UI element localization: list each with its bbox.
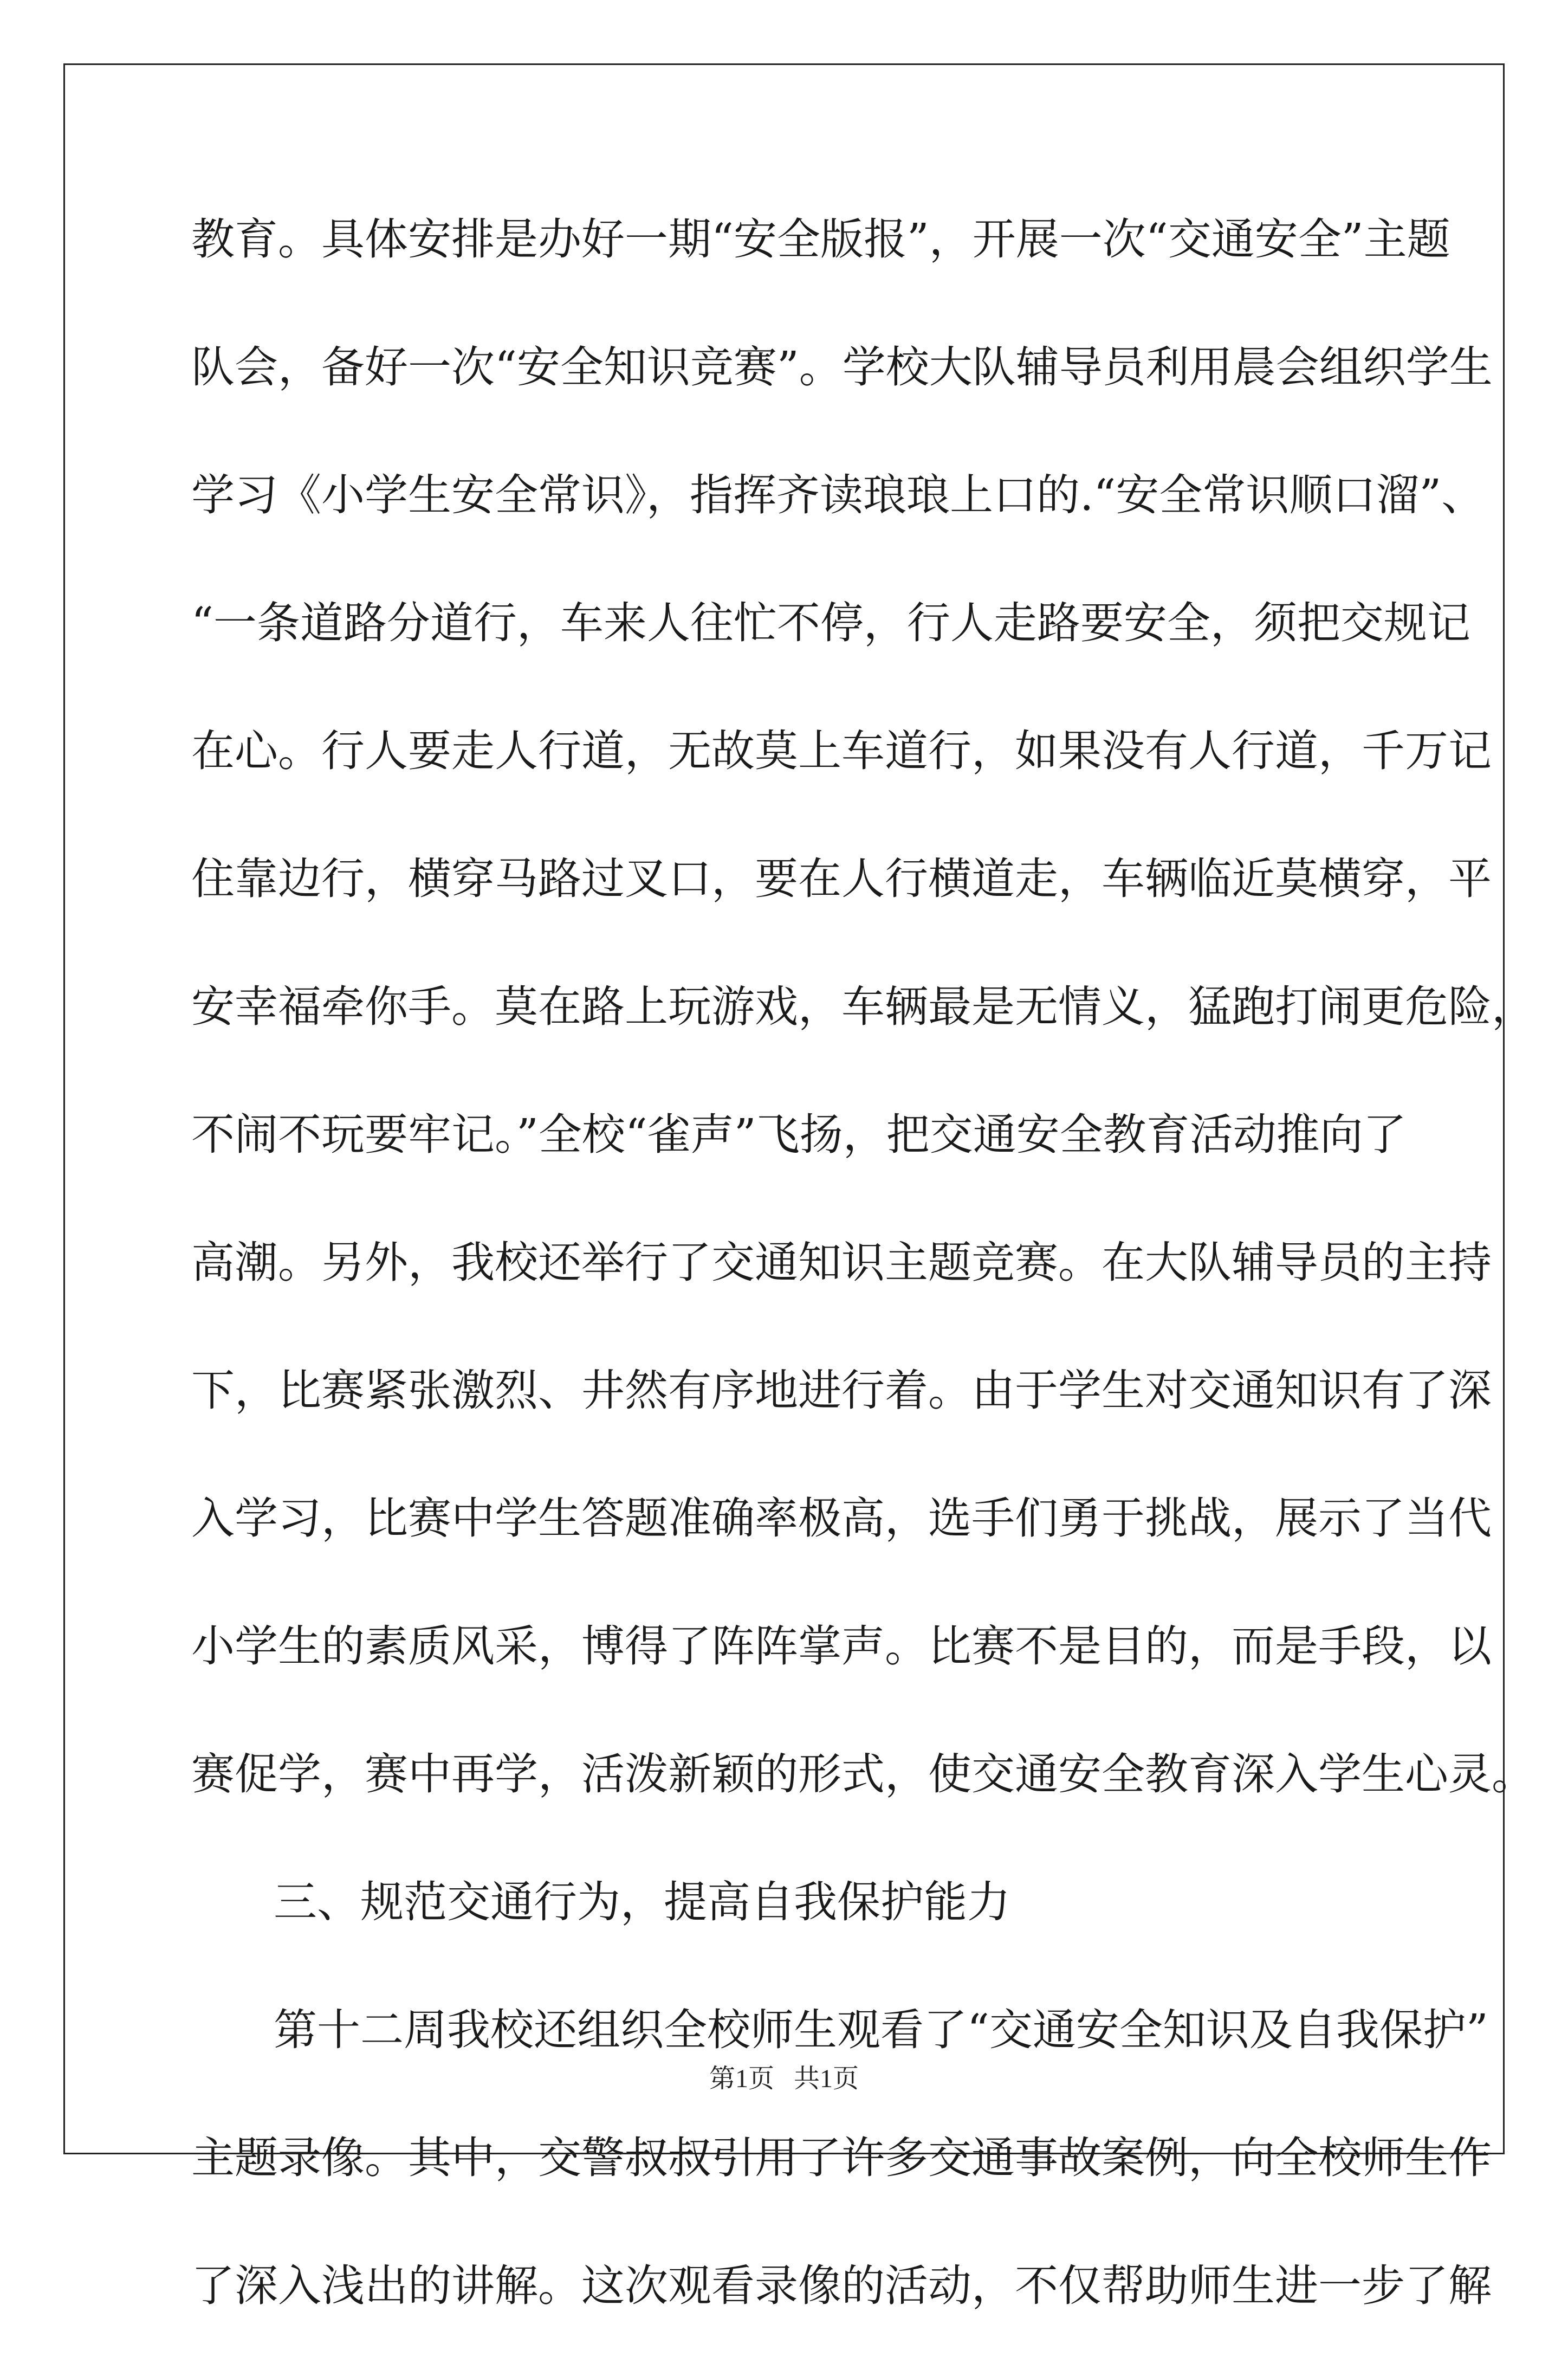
text-line: 赛促学，赛中再学，活泼新颖的形式，使交通安全教育深入学生心灵。	[191, 1749, 1535, 1799]
text-line: 在心。行人要走人行道，无故莫上车道行，如果没有人行道，千万记	[191, 726, 1492, 776]
section-heading: 三、规范交通行为，提高自我保护能力	[274, 1877, 1010, 1927]
text-line: “一条道路分道行，车来人往忙不停，行人走路要安全，须把交规记	[191, 598, 1470, 648]
text-line: 住靠边行，横穿马路过叉口，要在人行横道走，车辆临近莫横穿，平	[191, 854, 1492, 904]
text-line: 主题录像。其中，交警叔叔引用了许多交通事故案例，向全校师生作	[191, 2133, 1492, 2183]
text-line: 学习《小学生安全常识》，指挥齐读琅琅上口的.“安全常识顺口溜”、	[191, 470, 1485, 520]
text-line: 教育。具体安排是办好一期“安全版报”，开展一次“交通安全”主题	[191, 214, 1450, 264]
text-line: 第十二周我校还组织全校师生观看了“交通安全知识及自我保护”	[274, 2005, 1488, 2055]
text-line: 队会，备好一次“安全知识竞赛”。学校大队辅导员利用晨会组织学生	[191, 342, 1493, 392]
document-body	[191, 202, 1535, 2376]
text-line: 入学习，比赛中学生答题准确率极高，选手们勇于挑战，展示了当代	[191, 1493, 1492, 1544]
page-number-footer: 第1页 共1页	[709, 2064, 859, 2093]
text-line: 高潮。另外，我校还举行了交通知识主题竞赛。在大队辅导员的主持	[191, 1237, 1492, 1288]
text-line: 不闹不玩要牢记。”全校“雀声”飞扬，把交通安全教育活动推向了	[191, 1109, 1407, 1160]
text-line: 小学生的素质风采，博得了阵阵掌声。比赛不是目的，而是手段，以	[191, 1621, 1492, 1671]
text-line: 了深入浅出的讲解。这次观看录像的活动，不仅帮助师生进一步了解	[191, 2261, 1492, 2311]
text-line: 安幸福牵你手。莫在路上玩游戏，车辆最是无情义，猛跑打闹更危险，	[191, 982, 1535, 1032]
text-line: 下，比赛紧张激烈、井然有序地进行着。由于学生对交通知识有了深	[191, 1365, 1492, 1416]
